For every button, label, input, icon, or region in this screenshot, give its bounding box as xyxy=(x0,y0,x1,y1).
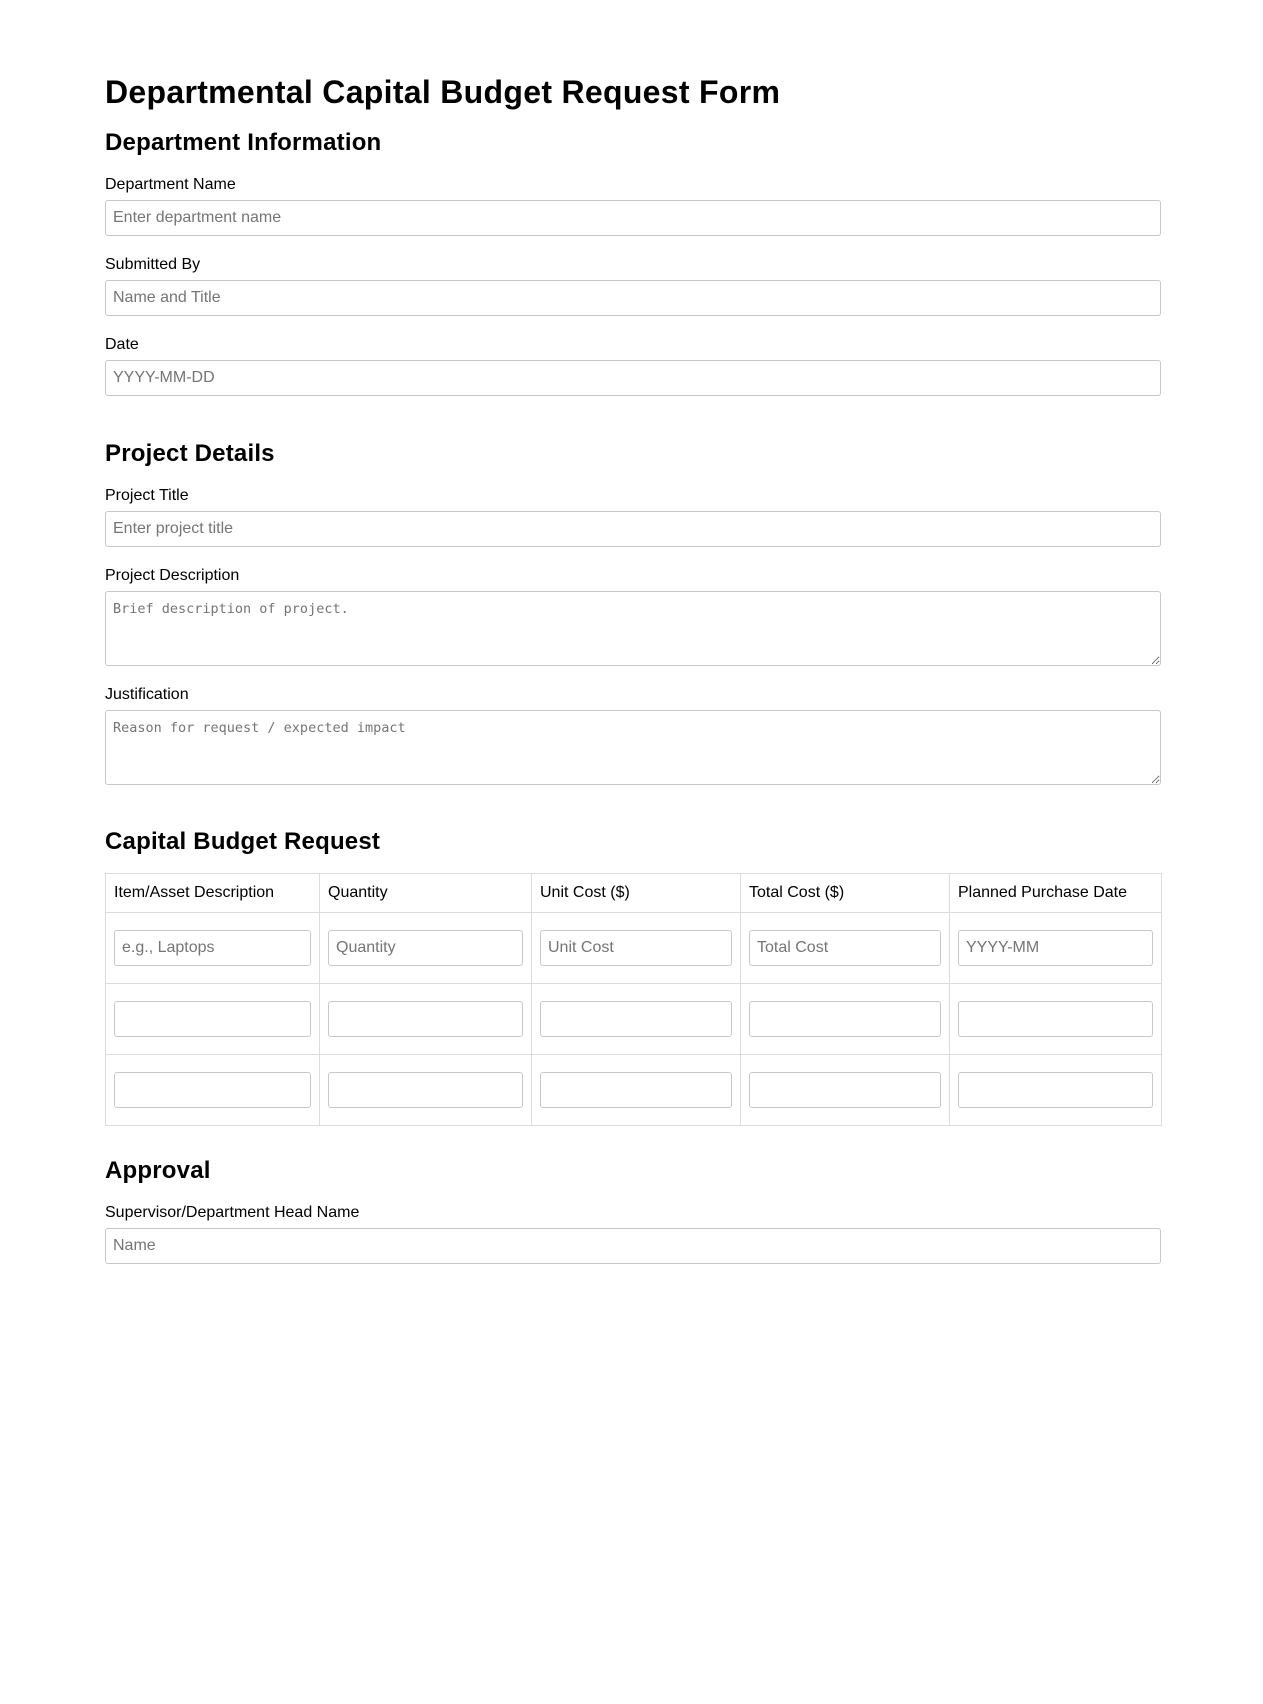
table-cell xyxy=(106,984,320,1055)
table-cell xyxy=(741,984,950,1055)
budget-request-form xyxy=(105,72,1161,1264)
table-cell xyxy=(532,913,741,984)
justification-field-group xyxy=(105,686,1161,785)
supervisor-name-field-group xyxy=(105,1204,1161,1264)
justification-label: Justification xyxy=(105,686,189,703)
date-label: Date xyxy=(105,336,139,353)
table-cell xyxy=(950,913,1162,984)
item-description-input[interactable] xyxy=(114,1001,311,1037)
purchase-date-input[interactable] xyxy=(958,1001,1153,1037)
table-cell xyxy=(106,913,320,984)
purchase-date-input[interactable] xyxy=(958,1072,1153,1108)
table-row xyxy=(106,1055,1162,1126)
quantity-input[interactable] xyxy=(328,1072,523,1108)
column-header-purchase-date: Planned Purchase Date xyxy=(950,874,1162,913)
table-cell xyxy=(741,1055,950,1126)
total-cost-input[interactable] xyxy=(749,1072,941,1108)
date-input[interactable] xyxy=(105,360,1161,396)
column-header-item: Item/Asset Description xyxy=(106,874,320,913)
approval-section xyxy=(105,1156,1161,1264)
capital-budget-section xyxy=(105,827,1161,1126)
column-header-total-cost: Total Cost ($) xyxy=(741,874,950,913)
page-title: Departmental Capital Budget Request Form xyxy=(105,74,781,110)
project-description-field-group xyxy=(105,567,1161,666)
table-cell xyxy=(106,1055,320,1126)
department-heading: Department Information xyxy=(105,129,382,156)
project-section xyxy=(105,439,1161,785)
project-description-textarea[interactable] xyxy=(105,591,1161,666)
capital-budget-heading: Capital Budget Request xyxy=(105,828,381,855)
department-name-label: Department Name xyxy=(105,176,236,193)
total-cost-input[interactable] xyxy=(749,930,941,966)
submitted-by-label: Submitted By xyxy=(105,256,201,273)
item-description-input[interactable] xyxy=(114,1072,311,1108)
table-cell xyxy=(741,913,950,984)
project-heading: Project Details xyxy=(105,440,275,467)
project-title-label: Project Title xyxy=(105,487,189,504)
table-header-row xyxy=(106,874,1162,913)
purchase-date-input[interactable] xyxy=(958,930,1153,966)
unit-cost-input[interactable] xyxy=(540,1001,732,1037)
table-cell xyxy=(532,1055,741,1126)
justification-textarea[interactable] xyxy=(105,710,1161,785)
department-section xyxy=(105,128,1161,396)
department-name-field-group xyxy=(105,176,1161,236)
table-cell xyxy=(320,984,532,1055)
unit-cost-input[interactable] xyxy=(540,930,732,966)
table-cell xyxy=(320,913,532,984)
project-title-field-group xyxy=(105,487,1161,547)
supervisor-name-label: Supervisor/Department Head Name xyxy=(105,1204,360,1221)
item-description-input[interactable] xyxy=(114,930,311,966)
total-cost-input[interactable] xyxy=(749,1001,941,1037)
approval-heading: Approval xyxy=(105,1157,211,1184)
table-cell xyxy=(950,1055,1162,1126)
table-cell xyxy=(320,1055,532,1126)
table-row xyxy=(106,984,1162,1055)
department-name-input[interactable] xyxy=(105,200,1161,236)
table-cell xyxy=(532,984,741,1055)
date-field-group xyxy=(105,336,1161,396)
quantity-input[interactable] xyxy=(328,1001,523,1037)
project-title-input[interactable] xyxy=(105,511,1161,547)
submitted-by-input[interactable] xyxy=(105,280,1161,316)
project-description-label: Project Description xyxy=(105,567,240,584)
table-cell xyxy=(950,984,1162,1055)
quantity-input[interactable] xyxy=(328,930,523,966)
column-header-unit-cost: Unit Cost ($) xyxy=(532,874,741,913)
column-header-quantity: Quantity xyxy=(320,874,532,913)
budget-table xyxy=(105,873,1162,1126)
submitted-by-field-group xyxy=(105,256,1161,316)
unit-cost-input[interactable] xyxy=(540,1072,732,1108)
supervisor-name-input[interactable] xyxy=(105,1228,1161,1264)
table-row xyxy=(106,913,1162,984)
